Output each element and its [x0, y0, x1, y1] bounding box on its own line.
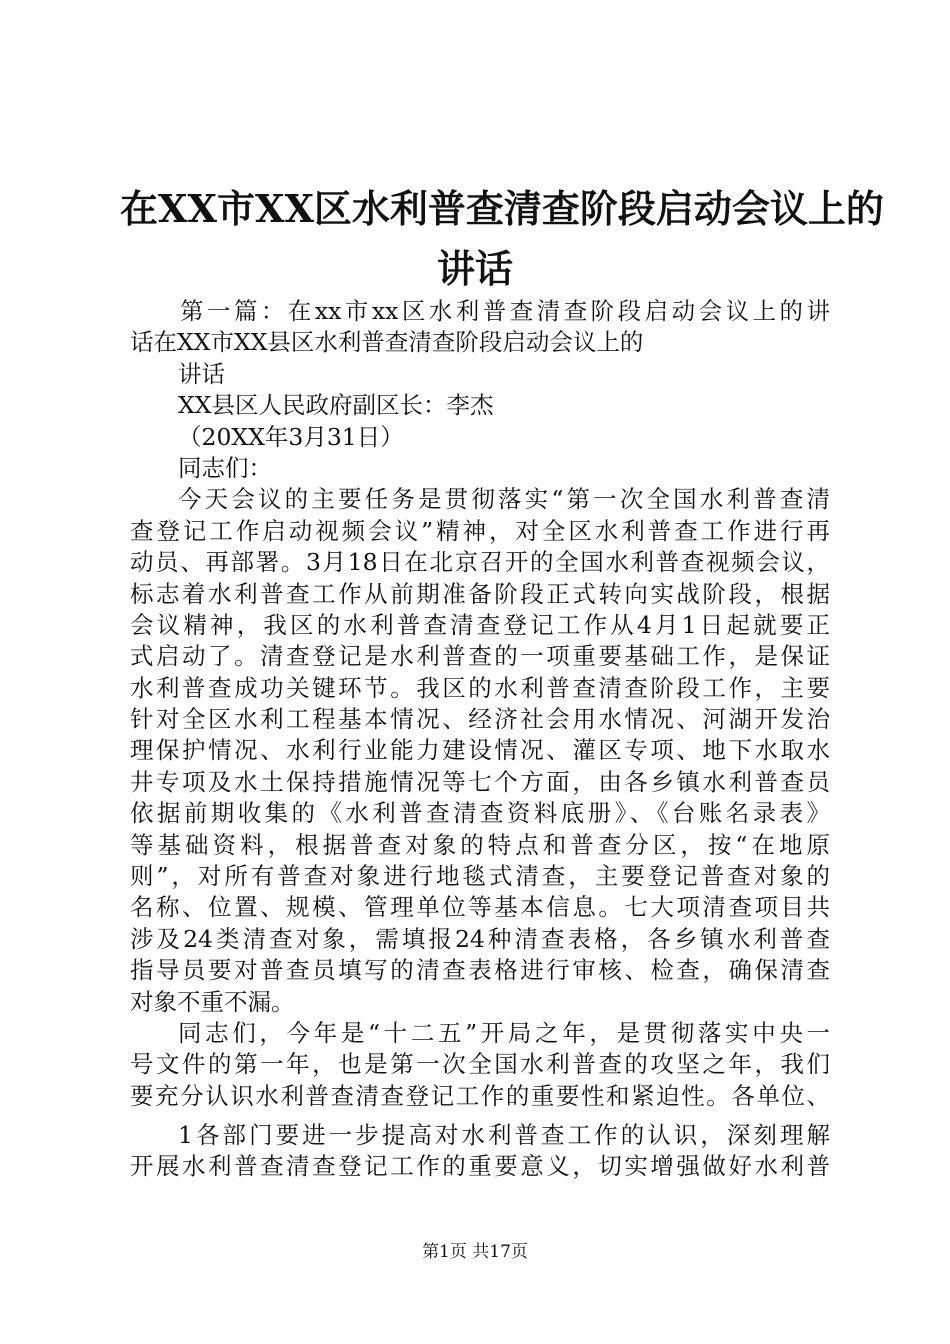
- body-line: 话在XX市XX县区水利普查清查阶段启动会议上的: [130, 328, 644, 357]
- page-footer: 第1页 共17页: [422, 1242, 528, 1262]
- body-line: 依据前期收集的《水利普查清查资料底册》、《台账名录表》: [130, 799, 830, 828]
- body-line: 理保护情况、水利行业能力建设情况、灌区专项、地下水取水: [130, 736, 830, 765]
- body-line: 号文件的第一年，也是第一次全国水利普查的攻坚之年，我们: [130, 1050, 830, 1079]
- body-line: 则”，对所有普查对象进行地毯式清查，主要登记普查对象的: [130, 862, 830, 891]
- body-line: 水利普查成功关键环节。我区的水利普查清查阶段工作，主要: [130, 673, 830, 702]
- body-line: 查登记工作启动视频会议”精神，对全区水利普查工作进行再: [130, 516, 830, 545]
- body-text-block-1: [130, 296, 830, 1112]
- body-line: 等基础资料，根据普查对象的特点和普查分区，按“在地原: [130, 830, 830, 859]
- body-line: 会议精神，我区的水利普查清查登记工作从4月1日起就要正: [130, 610, 830, 639]
- body-line: 井专项及水土保持措施情况等七个方面，由各乡镇水利普查员: [130, 767, 830, 796]
- body-line: 第一篇：在xx市xx区水利普查清查阶段启动会议上的讲: [180, 297, 830, 325]
- salutation-line: 同志们：: [178, 453, 272, 482]
- body-line: 今天会议的主要任务是贯彻落实“第一次全国水利普查清: [178, 485, 830, 514]
- body-line: 开展水利普查清查登记工作的重要意义，切实增强做好水利普: [130, 1152, 830, 1181]
- body-line: 涉及24类清查对象，需填报24种清查表格，各乡镇水利普查: [130, 924, 830, 953]
- document-title-line1: 在XX市XX区水利普查清查阶段启动会议上的: [120, 186, 884, 231]
- body-line: 对象不重不漏。: [130, 987, 295, 1016]
- body-line: 指导员要对普查员填写的清查表格进行审核、检查，确保清查: [130, 956, 830, 985]
- body-text-block-2: [130, 1120, 830, 1183]
- body-line: 针对全区水利工程基本情况、经济社会用水情况、河湖开发治: [130, 705, 830, 734]
- body-line: 动员、再部署。3月18日在北京召开的全国水利普查视频会议，: [130, 548, 830, 577]
- date-line: （20XX年3月31日）: [178, 422, 404, 451]
- body-line: 同志们，今年是“十二五”开局之年，是贯彻落实中央一: [178, 1018, 830, 1047]
- author-line: XX县区人民政府副区长：李杰: [178, 391, 494, 420]
- document-title-line2: 讲话: [436, 246, 513, 291]
- body-line: 标志着水利普查工作从前期准备阶段正式转向实战阶段，根据: [130, 579, 830, 608]
- body-line: 名称、位置、规模、管理单位等基本信息。七大项清查项目共: [130, 893, 830, 922]
- body-line: 讲话: [178, 359, 225, 388]
- body-line: 要充分认识水利普查清查登记工作的重要性和紧迫性。各单位、: [130, 1081, 830, 1110]
- body-line: 1各部门要进一步提高对水利普查工作的认识，深刻理解: [178, 1121, 830, 1149]
- body-line: 式启动了。清查登记是水利普查的一项重要基础工作，是保证: [130, 642, 830, 671]
